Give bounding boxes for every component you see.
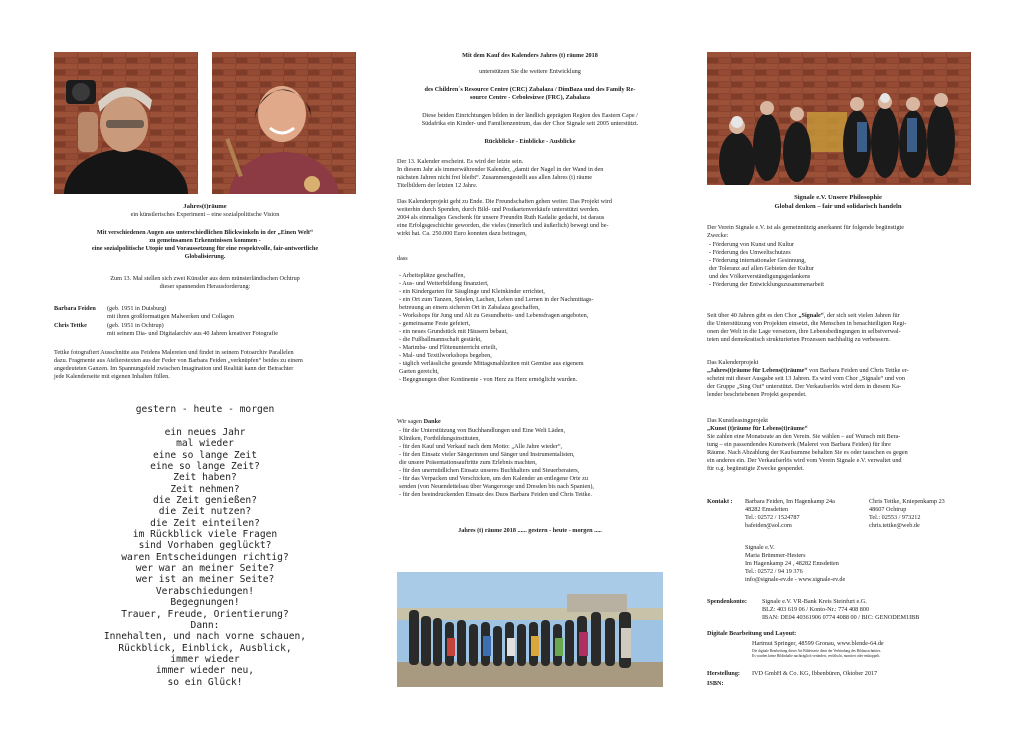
right-p4-head: Das Kunstleasingprojekt: [707, 417, 769, 424]
artist1-name: Barbara Feiden: [54, 305, 96, 312]
right-title1: Signale e.V. Unsere Philosophie: [794, 194, 882, 201]
right-p1: Der Verein Signale e.V. ist als gemeinnützig anerkannt für folgende begünstigte Zwecke:: [707, 224, 905, 240]
spenden-text: Signale e.V. VR-Bank Kreis Steinfurt e.G. BLZ: 403 619 06 / Konto-Nr.: 774 408 800 IBAN: DE04 40361906 0774 4088 00 / BIC: GENODEM1IBB: [762, 598, 920, 622]
photo-chris-tettke: [54, 52, 198, 194]
p3-text: von Barbara Feiden und Chris Tettke er- scheint mit dieser Ausgabe seit 13 Jahren. Es wird vom Chor „Signale“ und von der Gruppe „Sing Out“ unterstützt. Der Verkaufserlös wird dem in diesem Ka- lender beschriebenen Projekt gespendet.: [707, 367, 909, 399]
left-title: Jahres(t)räume: [183, 203, 227, 210]
right-p4-bold: „Kunst (t)räume für Lebens(t)räume“: [707, 425, 808, 432]
p2-bold: „Signale“: [798, 312, 824, 319]
list-item: - Förderung internationaler Gesinnung,: [709, 257, 806, 264]
list-item: - Aus- und Weiterbildung finanziert,: [399, 280, 489, 287]
photo-choir: [707, 52, 971, 185]
right-p3-head: Das Kalenderprojekt: [707, 359, 759, 366]
poem: ein neues Jahr mal wieder eine so lange Zeit eine so lange Zeit? Zeit haben? Zeit nehmen? die Zeit genießen? die Zeit nutzen? die Zeit einteilen? im Rückblick viele Fragen sind Vorhaben geglückt? waren Entscheidungen richtig? wer war an meiner Seite? wer ist an meiner Seite? Verabschiedungen! Begegnungen! Trauer, Freude, Orientierung? Dann: Innehalten, und nach vorne schauen, Rückblick, Einblick, Ausblick, immer wieder immer wieder neu, so ein Glück!: [103, 427, 307, 688]
photo-barbara-feiden: [212, 52, 356, 194]
herstellung-label: Herstellung:: [707, 670, 740, 677]
spenden-label: Spendenkonto:: [707, 598, 747, 605]
list-item: - Mal- und Textilworkshops begeben,: [399, 352, 492, 359]
list-item: - gemeinsame Feste gefeiert,: [399, 320, 471, 327]
kontakt-label: Kontakt :: [707, 498, 733, 505]
middle-head1: Mit dem Kauf des Kalenders Jahres (t) räume 2018: [462, 52, 598, 59]
middle-danke: [397, 410, 441, 426]
list-item: - Workshops für Jung und Alt zu Gesundheits- und Lebensfragen angeboten,: [399, 312, 589, 319]
list-item: - Marimba- und Flötenunterricht erteilt,: [399, 344, 498, 351]
right-p2: [707, 312, 973, 344]
p2-post: , der sich seit vielen Jahren für die Unterstützung von Projekten einsetzt, die Menschen in benachteiligten Regi- onen der Welt in die Lage versetzen, ihre Lebensbedingungen in selbstverwal- teten und demokratisch strukturierten Prozessen nachhaltig zu verbessern.: [707, 312, 907, 344]
list-item: Garten gereicht,: [399, 368, 439, 375]
left-description: Tettke fotografiert Ausschnitte aus Feidens Malereien und findet in seinem Fotoarchiv Parallelen dazu. Fragmente aus Atelierstexten aus der Feder von Barbara Feiden „verknüpfen“ beides zu einem angedeuteten Ganzen. Im Spannungsfeld zwischen Imagination und Realität kann der Betrachter jede Kalenderseite mit eigenen Inhalten füllen.: [54, 349, 303, 381]
list-item: - täglich verlässliche gesunde Mittagsmahlzeiten mit Gemüse aus eigenem: [399, 360, 584, 367]
artist1-text: (geb. 1951 in Duisburg) mit ihren großformatigen Malwerken und Collagen: [107, 305, 234, 321]
left-bold-intro: Mit verschiedenen Augen aus unterschiedlichen Blickwinkeln in der „Einen Welt“ zu gemeinsamen Erkenntnissen kommen - eine sozialpolitische Utopie und Voraussetzung für eine respektvolle, fair-antwortliche Globalisierung.: [91, 229, 319, 261]
list-item: - Begegnungen über Kontinente - von Herz zu Herz ermöglicht wurden.: [399, 376, 578, 383]
list-item: - für den unermüdlichen Einsatz unseres Buchhalters und Steuerberaters,: [399, 467, 580, 474]
kontakt-signale: Signale e.V. Maria Brümmer-Hesters Im Hagenkamp 24 , 48282 Emsdetten Tel.: 02572 / 94 19 376 info@signale-ev.de - www.signale-ev.de: [745, 544, 846, 584]
left-subtitle: ein künstlerisches Experiment – eine sozialpolitische Vision: [130, 211, 280, 218]
photo-children-group: [397, 572, 663, 687]
list-item: und des Völkerverständigungsgedankens: [709, 273, 811, 280]
list-item: - ein Ort zum Tanzen, Spielen, Lachen, Leben und Lernen in der Nachmittags-: [399, 296, 594, 303]
digital-label: Digitale Bearbeitung und Layout:: [707, 630, 797, 637]
poem-title: gestern - heute - morgen: [135, 404, 275, 415]
middle-dass: dass: [397, 255, 408, 262]
list-item: - ein Kindergarten für Säuglinge und Kleinkinder errichtet,: [399, 288, 545, 295]
list-item: - ein neues Grundstück mit Häusern bebaut,: [399, 328, 508, 335]
p3-bold: „Jahres(t)räume für Lebens(t)räume“: [707, 367, 808, 374]
list-item: - Arbeitsplätze geschaffen,: [399, 272, 466, 279]
right-p4-text: Sie zahlen eine Monatsrate an den Verein. Sie wählen – auf Wunsch mit Bera- tung – ein passendendes Kunstwerk (Malerei von Barbara Feiden) für ihre Räume. Nach Abzahlung der Kaufsumme behalten Sie es oder tauschen es gegen ein anderes ein. Der Verkaufserlös wird vom Verein Signale e.V. verwaltet und für o.g. begünstigte Zwecke gespendet.: [707, 433, 908, 473]
digital-text: Hartmut Springer, 48599 Gronau, www.blende-64.de: [752, 640, 884, 647]
middle-head3: des Children´s Resource Centre (CRC) Zabalaza / DimBaza und des Family Re- source Centre - Cebolesizwe (FRC), Zabalaza: [424, 86, 636, 102]
digital-small: Die digitale Bearbeitung dieser Art Bilderserie dient der Verbindung des Bildausschnittes. Es wurden keine Bildinhalte nachträglich verändert, verfälscht, montiert oder entkoppelt.: [752, 649, 882, 658]
list-item: - für das Verpacken und Verschicken, um den Kalender an entlegene Orte zu: [399, 475, 588, 482]
list-item: - für den beeindruckenden Einsatz des Duos Barbara Feiden und Chris Tettke.: [399, 491, 592, 498]
list-item: - für die Unterstützung von Buchhandlungen und Eine Welt Läden,: [399, 427, 566, 434]
isbn-label: ISBN:: [707, 680, 724, 687]
list-item: - für den Einsatz vieler Sängerinnen und Sänger und Instrumentalisten,: [399, 451, 575, 458]
middle-footer: Jahres (t) räume 2018 ...... gestern - heute - morgen .....: [458, 527, 602, 534]
middle-p1: Diese beiden Einrichtungen bilden in der ländlich geprägten Region des Eastern Cape / Südafrika ein Kinder- und Familienzentrum, das der Chor Signale seit 2005 unterstützt.: [421, 112, 639, 128]
list-item: betreuung an einem sicheren Ort in Zabalaza geschaffen,: [399, 304, 540, 311]
list-item: - die Fußballmannschaft gestärkt,: [399, 336, 482, 343]
list-item: - Förderung der Entwicklungszusammenarbeit: [709, 281, 824, 288]
herstellung-text: IVD GmbH & Co. KG, Ibbenbüren, Oktober 2017: [752, 670, 878, 677]
kontakt-feiden: Barbara Feiden, Im Hagenkamp 24a 48282 Emsdetten Tel.: 02572 / 1524787 bafeiden@aol.com: [745, 498, 835, 530]
kontakt-tettke: Chris Tettke, Kniepenkamp 23 48607 Ochtrup Tel.: 02553 / 973212 chris.tettke@web.de: [869, 498, 945, 530]
artist2-text: (geb. 1951 in Ochtrup) mit seinem Dia- und Digitalarchiv aus 40 Jahren kreativer Fotografie: [107, 322, 278, 338]
middle-p3: Das Kalenderprojekt geht zu Ende. Die Freundschaften gehen weiter. Das Projekt wird weiterhin durch Spenden, durch Bild- und Postkartenverkäufe unterstützt werden. 2004 als einmaliges Geschenk für unsere Freundin Ruth Kadalie gedacht, ist daraus eine Erfolgsgeschichte geworden, die vieles (innerlich und äußerlich) bewegt und be- wirkt hat. Ca. 250.000 Euro konnten dazu beitragen,: [397, 198, 612, 238]
right-title2: Global denken – fair und solidarisch handeln: [774, 203, 902, 210]
middle-p2: Der 13. Kalender erscheint. Es wird der letzte sein. In diesem Jahr als immerwährender Kalender, „damit der Nagel in der Wand in den nächsten Jahren nicht frei bleibt“. Zusammengestellt aus allen Jahres (t) räume Titelbildern der letzten 12 Jahre.: [397, 158, 604, 190]
list-item: - für den Kauf und Verkauf nach dem Motto: „Alle Jahre wieder“,: [399, 443, 563, 450]
danke-word: Danke: [423, 418, 441, 426]
right-p3: [707, 367, 973, 399]
artist2-name: Chris Tettke: [54, 322, 87, 329]
danke-prefix: Wir sagen: [397, 418, 424, 426]
left-intro: Zum 13. Mal stellen sich zwei Künstler aus dem münsterländischen Ochtrup dieser spannenden Herausforderung:: [110, 275, 300, 291]
list-item: Kliniken, Fortbildungsinstituten,: [399, 435, 480, 442]
middle-head2: unterstützen Sie die weitere Entwicklung: [479, 68, 581, 75]
list-item: senden (von Neuendettelsau über Wangerooge und Dresden bis nach Spanien),: [399, 483, 594, 490]
p2-pre: Seit über 40 Jahren gibt es den Chor: [707, 312, 799, 319]
middle-rueckblicke: Rückblicke - Einblicke - Ausblicke: [484, 138, 576, 145]
list-item: - Förderung von Kunst und Kultur: [709, 241, 795, 248]
list-item: die unsere Präsentationsauftritte zum Erlebnis machten,: [399, 459, 537, 466]
list-item: der Toleranz auf allen Gebieten der Kultur: [709, 265, 814, 272]
list-item: - Förderung des Umweltschutzes: [709, 249, 791, 256]
